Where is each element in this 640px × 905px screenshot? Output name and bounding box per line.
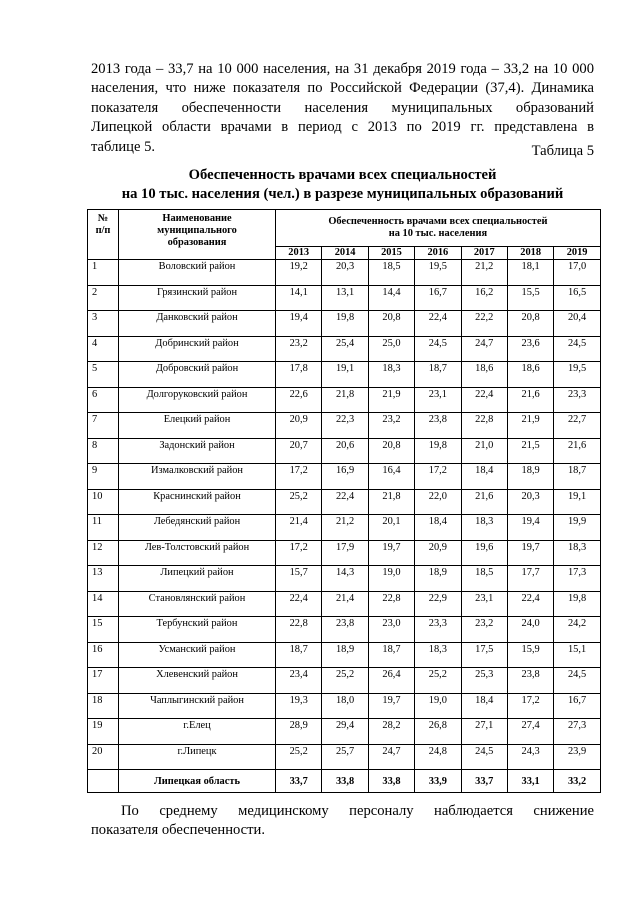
row-value: 23,2 (368, 413, 414, 439)
row-value: 22,6 (276, 387, 322, 413)
row-value: 25,2 (276, 744, 322, 770)
row-value: 21,9 (507, 413, 553, 439)
row-number: 1 (88, 260, 119, 286)
table-row (88, 387, 601, 413)
row-value: 19,1 (322, 362, 368, 388)
header-name: Наименование муниципального образования (119, 210, 276, 260)
row-number: 19 (88, 719, 119, 745)
row-value: 27,1 (461, 719, 507, 745)
row-value: 22,4 (507, 591, 553, 617)
row-value: 19,5 (415, 260, 461, 286)
row-municipality: г.Липецк (119, 744, 276, 770)
intro-line: Липецкой области врачами в период с 2013 по 2019 гг. представлена в (91, 119, 594, 136)
table-total-row (88, 770, 601, 793)
row-value: 15,1 (554, 642, 600, 668)
row-value: 22,8 (276, 617, 322, 643)
row-value: 22,4 (322, 489, 368, 515)
row-value: 33,7 (461, 770, 507, 793)
row-value: 13,1 (322, 285, 368, 311)
row-number: 7 (88, 413, 119, 439)
row-value: 16,2 (461, 285, 507, 311)
row-value: 18,9 (322, 642, 368, 668)
row-value: 21,2 (461, 260, 507, 286)
table-row (88, 668, 601, 694)
table-row (88, 311, 601, 337)
row-value: 21,6 (554, 438, 600, 464)
table-row (88, 744, 601, 770)
outro-line: показателя обеспеченности. (91, 822, 265, 838)
row-value: 24,2 (554, 617, 600, 643)
row-value: 21,4 (322, 591, 368, 617)
row-value: 33,9 (415, 770, 461, 793)
row-value: 27,3 (554, 719, 600, 745)
row-value: 20,7 (276, 438, 322, 464)
row-value: 18,3 (368, 362, 414, 388)
row-value: 16,7 (554, 693, 600, 719)
row-municipality: Добринский район (119, 336, 276, 362)
row-value: 24,5 (554, 336, 600, 362)
row-value: 28,2 (368, 719, 414, 745)
row-value: 17,0 (554, 260, 600, 286)
row-value: 25,3 (461, 668, 507, 694)
row-municipality: Усманский район (119, 642, 276, 668)
row-value: 20,6 (322, 438, 368, 464)
row-number: 18 (88, 693, 119, 719)
row-municipality: Краснинский район (119, 489, 276, 515)
row-value: 18,9 (415, 566, 461, 592)
row-value: 17,2 (415, 464, 461, 490)
row-municipality: Хлевенский район (119, 668, 276, 694)
row-value: 21,6 (461, 489, 507, 515)
row-value: 33,1 (507, 770, 553, 793)
table-row (88, 515, 601, 541)
row-value: 33,8 (368, 770, 414, 793)
intro-line: таблице 5. (91, 138, 156, 155)
row-value: 23,3 (415, 617, 461, 643)
row-value: 23,3 (554, 387, 600, 413)
row-municipality: Лебедянский район (119, 515, 276, 541)
row-value: 22,8 (368, 591, 414, 617)
row-value: 14,1 (276, 285, 322, 311)
table-row (88, 464, 601, 490)
table-row (88, 719, 601, 745)
row-number: 4 (88, 336, 119, 362)
row-value: 19,5 (554, 362, 600, 388)
header-year: 2013 (276, 247, 322, 260)
row-number: 16 (88, 642, 119, 668)
row-value: 21,5 (507, 438, 553, 464)
row-value: 17,2 (507, 693, 553, 719)
row-value: 20,9 (276, 413, 322, 439)
row-value: 29,4 (322, 719, 368, 745)
row-value: 17,3 (554, 566, 600, 592)
row-value: 23,6 (507, 336, 553, 362)
row-value: 18,1 (507, 260, 553, 286)
row-number (88, 770, 119, 793)
row-value: 14,4 (368, 285, 414, 311)
row-value: 23,0 (368, 617, 414, 643)
row-municipality: Долгоруковский район (119, 387, 276, 413)
row-value: 25,7 (322, 744, 368, 770)
row-value: 21,8 (322, 387, 368, 413)
row-value: 21,9 (368, 387, 414, 413)
row-value: 16,5 (554, 285, 600, 311)
row-number: 2 (88, 285, 119, 311)
row-value: 24,5 (415, 336, 461, 362)
row-value: 20,4 (554, 311, 600, 337)
row-value: 19,1 (554, 489, 600, 515)
row-value: 18,7 (554, 464, 600, 490)
row-value: 18,4 (461, 693, 507, 719)
row-value: 18,0 (322, 693, 368, 719)
row-value: 16,9 (322, 464, 368, 490)
row-municipality: Елецкий район (119, 413, 276, 439)
row-value: 21,4 (276, 515, 322, 541)
row-value: 20,9 (415, 540, 461, 566)
row-municipality: Измалковский район (119, 464, 276, 490)
row-value: 24,5 (461, 744, 507, 770)
table-row (88, 693, 601, 719)
row-value: 23,2 (276, 336, 322, 362)
table-row (88, 362, 601, 388)
row-value: 25,4 (322, 336, 368, 362)
row-municipality: Липецкий район (119, 566, 276, 592)
data-table (87, 209, 601, 793)
row-number: 15 (88, 617, 119, 643)
row-value: 20,8 (368, 438, 414, 464)
row-value: 24,5 (554, 668, 600, 694)
row-municipality: Воловский район (119, 260, 276, 286)
row-value: 33,8 (322, 770, 368, 793)
header-group: Обеспеченность врачами всех специальностей на 10 тыс. населения (276, 210, 601, 247)
row-value: 22,2 (461, 311, 507, 337)
row-municipality: Задонский район (119, 438, 276, 464)
row-value: 19,8 (415, 438, 461, 464)
row-number: 17 (88, 668, 119, 694)
row-value: 18,5 (461, 566, 507, 592)
outro-paragraph (91, 802, 594, 840)
table-row (88, 617, 601, 643)
row-value: 18,3 (415, 642, 461, 668)
row-value: 19,3 (276, 693, 322, 719)
row-municipality: Данковский район (119, 311, 276, 337)
row-value: 22,3 (322, 413, 368, 439)
row-value: 22,7 (554, 413, 600, 439)
row-number: 6 (88, 387, 119, 413)
row-value: 33,7 (276, 770, 322, 793)
row-value: 25,2 (276, 489, 322, 515)
row-value: 18,3 (554, 540, 600, 566)
row-value: 18,6 (507, 362, 553, 388)
row-value: 19,2 (276, 260, 322, 286)
table-row (88, 438, 601, 464)
row-value: 23,8 (415, 413, 461, 439)
row-value: 24,0 (507, 617, 553, 643)
row-value: 26,4 (368, 668, 414, 694)
row-value: 23,4 (276, 668, 322, 694)
row-value: 17,8 (276, 362, 322, 388)
table-row (88, 591, 601, 617)
row-value: 23,9 (554, 744, 600, 770)
row-value: 24,7 (368, 744, 414, 770)
row-number: 3 (88, 311, 119, 337)
header-year: 2017 (461, 247, 507, 260)
row-value: 22,0 (415, 489, 461, 515)
row-value: 17,2 (276, 540, 322, 566)
row-value: 18,7 (276, 642, 322, 668)
row-value: 19,7 (368, 540, 414, 566)
row-value: 25,2 (322, 668, 368, 694)
row-value: 15,7 (276, 566, 322, 592)
row-number: 8 (88, 438, 119, 464)
row-value: 18,7 (415, 362, 461, 388)
row-value: 24,7 (461, 336, 507, 362)
row-value: 16,7 (415, 285, 461, 311)
row-value: 17,7 (507, 566, 553, 592)
row-value: 22,4 (276, 591, 322, 617)
table-title-line: Обеспеченность врачами всех специальностей (188, 167, 497, 183)
row-number: 11 (88, 515, 119, 541)
row-value: 21,0 (461, 438, 507, 464)
row-value: 24,3 (507, 744, 553, 770)
row-value: 28,9 (276, 719, 322, 745)
row-value: 23,1 (415, 387, 461, 413)
table-row (88, 566, 601, 592)
row-value: 19,8 (322, 311, 368, 337)
table-caption: Таблица 5 (531, 143, 594, 159)
row-value: 15,5 (507, 285, 553, 311)
header-number: № п/п (88, 210, 119, 260)
row-municipality: г.Елец (119, 719, 276, 745)
row-value: 25,2 (415, 668, 461, 694)
row-value: 18,7 (368, 642, 414, 668)
row-municipality: Грязинский район (119, 285, 276, 311)
row-number: 5 (88, 362, 119, 388)
row-value: 19,9 (554, 515, 600, 541)
row-value: 17,2 (276, 464, 322, 490)
row-value: 19,0 (368, 566, 414, 592)
row-municipality: Добровский район (119, 362, 276, 388)
row-value: 19,4 (276, 311, 322, 337)
table-row (88, 336, 601, 362)
row-municipality: Становлянский район (119, 591, 276, 617)
row-municipality: Тербунский район (119, 617, 276, 643)
row-value: 24,8 (415, 744, 461, 770)
row-value: 19,8 (554, 591, 600, 617)
row-value: 19,4 (507, 515, 553, 541)
row-value: 18,3 (461, 515, 507, 541)
row-value: 22,8 (461, 413, 507, 439)
row-value: 23,2 (461, 617, 507, 643)
row-value: 18,5 (368, 260, 414, 286)
row-value: 21,8 (368, 489, 414, 515)
row-value: 16,4 (368, 464, 414, 490)
row-value: 26,8 (415, 719, 461, 745)
row-value: 19,7 (507, 540, 553, 566)
row-value: 19,0 (415, 693, 461, 719)
header-year: 2019 (554, 247, 600, 260)
table-row (88, 413, 601, 439)
outro-line: По среднему медицинскому персоналу наблюдается снижение (121, 803, 594, 819)
row-value: 17,9 (322, 540, 368, 566)
row-value: 27,4 (507, 719, 553, 745)
intro-line: населения, что ниже показателя по Российской Федерации (37,4). Динамика (91, 80, 594, 97)
row-value: 15,9 (507, 642, 553, 668)
row-value: 18,9 (507, 464, 553, 490)
row-value: 22,4 (415, 311, 461, 337)
row-value: 18,6 (461, 362, 507, 388)
row-number: 14 (88, 591, 119, 617)
table-row (88, 285, 601, 311)
row-number: 20 (88, 744, 119, 770)
row-value: 18,4 (415, 515, 461, 541)
header-year: 2014 (322, 247, 368, 260)
row-value: 23,1 (461, 591, 507, 617)
row-value: 18,4 (461, 464, 507, 490)
row-value: 17,5 (461, 642, 507, 668)
table-row (88, 540, 601, 566)
row-value: 23,8 (322, 617, 368, 643)
row-value: 19,7 (368, 693, 414, 719)
row-value: 20,1 (368, 515, 414, 541)
header-year: 2018 (507, 247, 553, 260)
intro-paragraph (91, 60, 594, 157)
row-value: 20,3 (507, 489, 553, 515)
row-value: 33,2 (554, 770, 600, 793)
row-value: 20,8 (368, 311, 414, 337)
intro-line: 2013 года – 33,7 на 10 000 населения, на 31 декабря 2019 года – 33,2 на 10 000 (91, 61, 594, 77)
row-value: 20,3 (322, 260, 368, 286)
table-title (91, 166, 594, 204)
row-value: 25,0 (368, 336, 414, 362)
row-number: 12 (88, 540, 119, 566)
row-value: 23,8 (507, 668, 553, 694)
row-value: 22,9 (415, 591, 461, 617)
row-value: 21,2 (322, 515, 368, 541)
row-value: 21,6 (507, 387, 553, 413)
row-municipality: Лев-Толстовский район (119, 540, 276, 566)
row-number: 10 (88, 489, 119, 515)
table-title-line: на 10 тыс. населения (чел.) в разрезе муниципальных образований (121, 186, 564, 202)
row-value: 19,6 (461, 540, 507, 566)
table-row (88, 642, 601, 668)
row-municipality: Чаплыгинский район (119, 693, 276, 719)
row-number: 9 (88, 464, 119, 490)
intro-line: показателя обеспеченности населения муниципальных образований (91, 99, 594, 116)
header-year: 2016 (415, 247, 461, 260)
table-row (88, 489, 601, 515)
row-value: 14,3 (322, 566, 368, 592)
row-value: 20,8 (507, 311, 553, 337)
row-number: 13 (88, 566, 119, 592)
header-year: 2015 (368, 247, 414, 260)
row-value: 22,4 (461, 387, 507, 413)
row-municipality: Липецкая область (119, 770, 276, 793)
table-row (88, 260, 601, 286)
